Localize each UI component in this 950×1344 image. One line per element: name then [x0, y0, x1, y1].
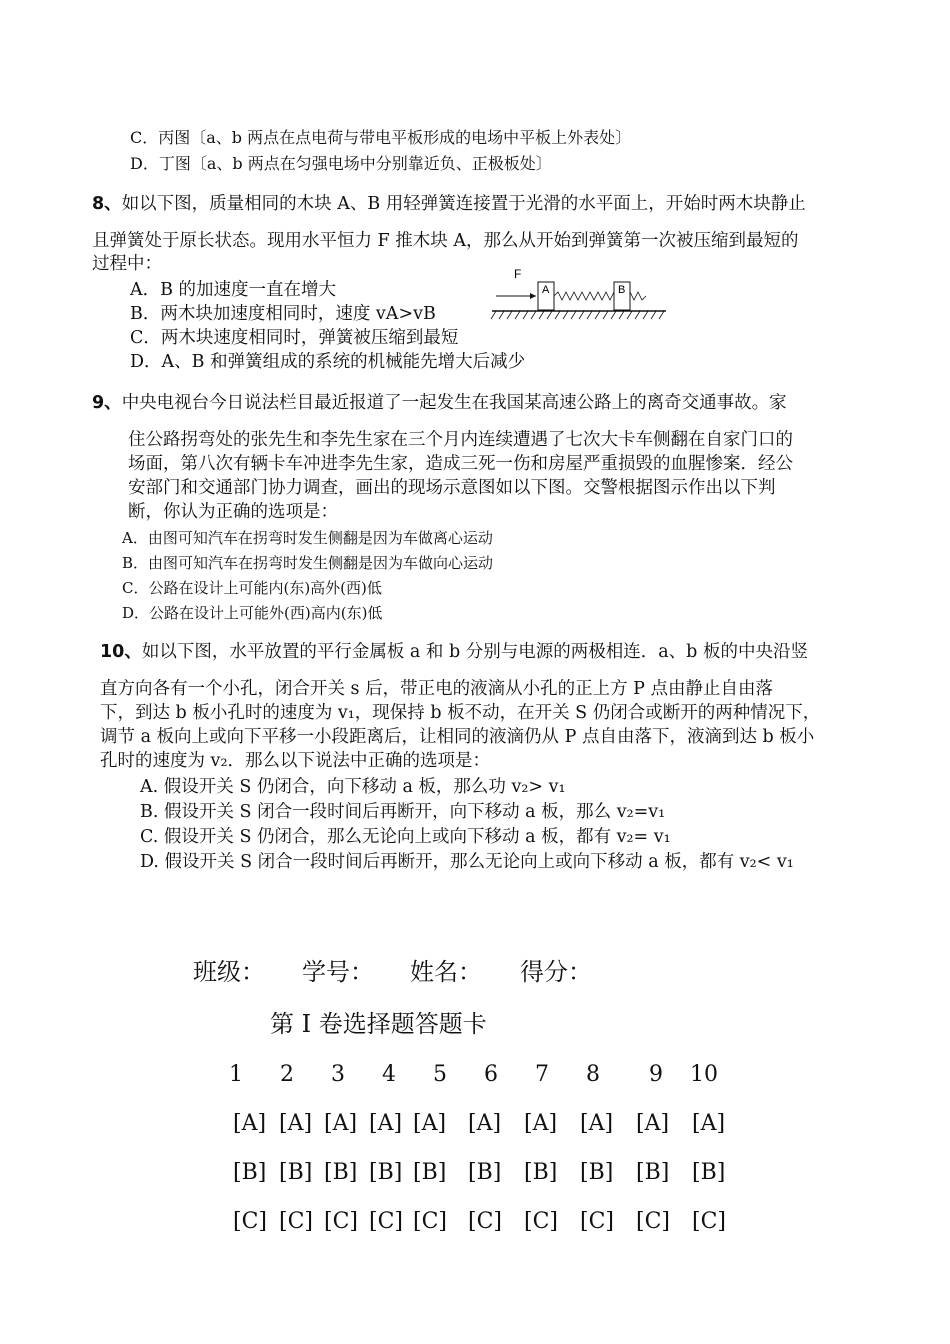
name-label: 姓名： [410, 958, 482, 986]
q10-option-d: D. 假设开关 S 闭合一段时间后再断开，那么无论向上或向下移动 a 板，都有 v₂< v₁ [140, 852, 794, 872]
answer-option-c[interactable]: [C] [279, 1209, 313, 1234]
q10-stem-line4: 调节 a 板向上或向下平移一小段距离后，让相同的液滴仍从 P 点自由落下，液滴到达 b 板小 [100, 727, 815, 747]
answer-option-a[interactable]: [A] [279, 1111, 313, 1136]
q9-stem-line2: 住公路拐弯处的张先生和李先生家在三个月内连续遭遇了七次大卡车侧翻在自家门口的 [128, 430, 793, 450]
question-number: 6 [484, 1062, 498, 1087]
q10-stem-line1 [100, 640, 808, 664]
question-number: 1 [229, 1062, 243, 1087]
q7-option-c: C．丙图〔a、b 两点在点电荷与带电平板形成的电场中平板上外表处〕 [130, 128, 632, 147]
question-number: 2 [280, 1062, 294, 1087]
answer-option-c[interactable]: [C] [580, 1209, 614, 1234]
student-id-label: 学号： [302, 958, 374, 986]
q8-spring-blocks-figure [490, 266, 670, 326]
q10-option-c: C. 假设开关 S 仍闭合，那么无论向上或向下移动 a 板，都有 v₂= v₁ [140, 827, 671, 847]
spring [554, 292, 646, 300]
q10-option-a: A. 假设开关 S 仍闭合，向下移动 a 板，那么功 v₂> v₁ [140, 777, 566, 797]
answer-option-b[interactable]: [B] [524, 1160, 558, 1185]
q10-number: 10、 [100, 642, 142, 662]
q8-number: 8、 [92, 194, 122, 214]
force-label: F [514, 267, 522, 281]
question-number: 4 [382, 1062, 396, 1087]
q8-option-b: B．两木块加速度相同时，速度 vA>vB [130, 304, 436, 324]
q10-stem-line3: 下，到达 b 板小孔时的速度为 v₁，现保持 b 板不动，在开关 S 仍闭合或断开的两种情况下， [100, 703, 821, 723]
answer-option-b[interactable]: [B] [233, 1160, 267, 1185]
q9-option-a: A．由图可知汽车在拐弯时发生侧翻是因为车做离心运动 [122, 529, 493, 547]
q8-stem-line2: 且弹簧处于原长状态。现用水平恒力 F 推木块 A，那么从开始到弹簧第一次被压缩到最短的 [92, 231, 799, 251]
q10-stem-line5: 孔时的速度为 v₂．那么以下说法中正确的选项是： [100, 751, 490, 771]
answer-option-b[interactable]: [B] [413, 1160, 447, 1185]
answer-option-a[interactable]: [A] [636, 1111, 670, 1136]
question-number: 9 [649, 1062, 663, 1087]
q10-option-b: B. 假设开关 S 闭合一段时间后再断开，向下移动 a 板，那么 v₂=v₁ [140, 802, 666, 822]
answer-option-b[interactable]: [B] [279, 1160, 313, 1185]
class-label: 班级： [193, 958, 265, 986]
q9-stem-line4: 安部门和交通部门协力调查，画出的现场示意图如以下图。交警根据图示作出以下判 [128, 478, 776, 498]
answer-option-b[interactable]: [B] [636, 1160, 670, 1185]
q9-stem-line5: 断，你认为正确的选项是： [128, 502, 338, 522]
q9-stem-line3: 场面，第八次有辆卡车冲进李先生家，造成三死一伤和房屋严重损毁的血腥惨案．经公 [128, 454, 793, 474]
answer-option-a[interactable]: [A] [413, 1111, 447, 1136]
answer-option-c[interactable]: [C] [468, 1209, 502, 1234]
answer-option-c[interactable]: [C] [692, 1209, 726, 1234]
q9-stem-line1 [92, 391, 787, 415]
answer-option-c[interactable]: [C] [636, 1209, 670, 1234]
score-label: 得分： [520, 958, 592, 986]
answer-option-a[interactable]: [A] [369, 1111, 403, 1136]
block-b-label: B [618, 284, 626, 296]
q8-option-d: D．A、B 和弹簧组成的系统的机械能先增大后减少 [130, 352, 526, 372]
question-number: 5 [433, 1062, 447, 1087]
answer-option-b[interactable]: [B] [692, 1160, 726, 1185]
question-number: 8 [586, 1062, 600, 1087]
answer-option-c[interactable]: [C] [369, 1209, 403, 1234]
answer-option-a[interactable]: [A] [524, 1111, 558, 1136]
q8-stem-line1 [92, 192, 806, 216]
answer-option-a[interactable]: [A] [324, 1111, 358, 1136]
ground-hatching [491, 311, 664, 319]
answer-option-c[interactable]: [C] [324, 1209, 358, 1234]
answer-option-b[interactable]: [B] [324, 1160, 358, 1185]
answer-option-a[interactable]: [A] [692, 1111, 726, 1136]
answer-option-c[interactable]: [C] [233, 1209, 267, 1234]
answer-option-b[interactable]: [B] [468, 1160, 502, 1185]
answer-option-c[interactable]: [C] [413, 1209, 447, 1234]
answer-option-c[interactable]: [C] [524, 1209, 558, 1234]
answer-option-a[interactable]: [A] [468, 1111, 502, 1136]
q8-stem-line3: 过程中： [92, 254, 162, 274]
q8-text-1: 如以下图，质量相同的木块 A、B 用轻弹簧连接置于光滑的水平面上，开始时两木块静止 [121, 194, 806, 214]
q9-number: 9、 [92, 393, 122, 413]
q9-option-c: C．公路在设计上可能内(东)高外(西)低 [122, 579, 382, 597]
answer-option-a[interactable]: [A] [580, 1111, 614, 1136]
q9-option-d: D．公路在设计上可能外(西)高内(东)低 [122, 604, 383, 622]
question-number: 3 [331, 1062, 345, 1087]
block-a-label: A [542, 284, 550, 296]
force-arrow-head [530, 293, 536, 299]
answer-option-b[interactable]: [B] [580, 1160, 614, 1185]
question-number: 7 [535, 1062, 549, 1087]
q7-option-d: D．丁图〔a、b 两点在匀强电场中分别靠近负、正极板处〕 [130, 154, 552, 173]
answer-card-title: 第 I 卷选择题答题卡 [270, 1010, 487, 1038]
q9-option-b: B．由图可知汽车在拐弯时发生侧翻是因为车做向心运动 [122, 554, 494, 572]
answer-option-b[interactable]: [B] [369, 1160, 403, 1185]
q8-option-c: C．两木块速度相同时，弹簧被压缩到最短 [130, 328, 459, 348]
q8-option-a: A．B 的加速度一直在增大 [130, 280, 337, 300]
question-number: 10 [690, 1062, 718, 1087]
q10-stem-line2: 直方向各有一个小孔，闭合开关 s 后，带正电的液滴从小孔的正上方 P 点由静止自由落 [100, 679, 774, 699]
answer-option-a[interactable]: [A] [233, 1111, 267, 1136]
q10-text-1: 如以下图，水平放置的平行金属板 a 和 b 分别与电源的两极相连．a、b 板的中央沿竖 [141, 642, 808, 662]
q9-text-1: 中央电视台今日说法栏目最近报道了一起发生在我国某高速公路上的离奇交通事故。家 [121, 393, 787, 413]
